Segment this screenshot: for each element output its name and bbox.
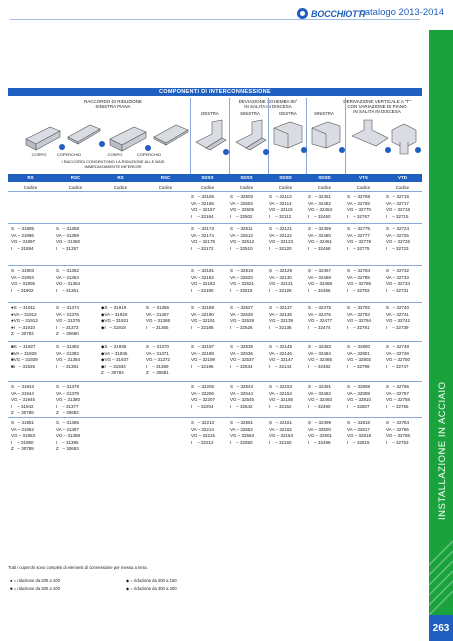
code-entry: I – 32807 — [347, 403, 370, 409]
code-entry: VG – 32778 — [347, 239, 372, 245]
code-entry: VG – 32115 — [269, 207, 293, 213]
code-entry: VG – 32167 — [191, 207, 216, 213]
code-entry: I – 32160 — [269, 439, 292, 445]
code-entry: VA – 32536 — [230, 350, 253, 356]
code-entry: ■S – 31927 — [11, 344, 36, 349]
code-entry: I – 32120 — [269, 245, 292, 251]
code-entry: I – 31381 — [56, 363, 79, 369]
column-header: RSC — [70, 175, 81, 180]
code-entry: VA – 32801 — [347, 350, 370, 356]
code-entry: VG – 31945 — [11, 397, 36, 403]
code-entry: ◆S – 31935 — [101, 344, 127, 349]
code-entry: S – 32129 — [269, 268, 293, 273]
code-entry: VG – 32139 — [269, 318, 294, 324]
code-entry: VA – 32544 — [230, 390, 253, 396]
code-entry: ◆VA – 31936 — [101, 350, 128, 356]
code-entry: Z – 30680 — [56, 331, 79, 337]
code-entry: I – 32731 — [386, 287, 409, 293]
code-entry: VG – 32505 — [230, 207, 255, 213]
code-entry: S – 32776 — [347, 226, 371, 231]
code-entry: VG – 32794 — [347, 318, 372, 324]
code-entry: VG – 31360 — [56, 239, 81, 245]
code-entry: I – 32196 — [191, 363, 214, 369]
code-entry: VG – 32726 — [386, 239, 411, 245]
legend-item: ◆ = riduzione da 300 a 200 — [126, 586, 177, 591]
code-entry: I – 32172 — [191, 245, 214, 251]
code-entry: VG – 31384 — [56, 357, 81, 363]
reducer-note: I RACCORDI CONSENTONO LA RIDUZIONE ALLE BASI IMMEDIATAMENTE INFERIORI — [61, 159, 165, 169]
sub-label-right: DESTRA — [201, 111, 219, 116]
code-entry: I – 32763 — [386, 439, 409, 445]
code-entry: I – 32715 — [386, 213, 409, 219]
code-entry: S – 32499 — [308, 420, 332, 425]
column-header: SDSS — [201, 175, 214, 180]
code-entry: VA – 32460 — [308, 232, 331, 238]
code-entry: I – 32534 — [230, 363, 253, 369]
code-entry: VA – 32452 — [308, 200, 331, 206]
code-entry: VG – 32537 — [230, 357, 255, 363]
code-entry: I – 32783 — [347, 287, 370, 293]
code-entry: S – 32800 — [347, 344, 371, 349]
caption-body: CORPO — [31, 152, 47, 157]
code-entry: S – 32483 — [308, 344, 332, 349]
codice-label: Codice — [239, 185, 254, 190]
codice-label: Codice — [68, 185, 83, 190]
code-entry: VG – 31388 — [56, 433, 81, 439]
code-entry: VA – 32174 — [191, 232, 214, 238]
code-entry: I – 32739 — [386, 324, 409, 330]
code-entry: ◆I – 31934 — [101, 363, 126, 369]
code-entry: ■VG – 31929 — [11, 357, 38, 363]
page-number: 263 — [429, 615, 453, 641]
code-entry: I – 32490 — [308, 403, 331, 409]
code-entry: I – 31902 — [11, 287, 34, 293]
code-entry: VA – 31371 — [146, 350, 169, 356]
code-entry: ◆VG – 31921 — [101, 318, 129, 324]
code-entry: VG – 32175 — [191, 239, 216, 245]
code-entry: I – 31942 — [11, 403, 34, 409]
code-entry: S – 31370 — [146, 344, 170, 349]
code-entry: S – 32792 — [347, 305, 371, 310]
code-entry: S – 32197 — [191, 344, 215, 349]
code-entry: I – 32458 — [308, 245, 331, 251]
code-entry: VA – 32733 — [386, 274, 409, 280]
code-entry: I – 32450 — [308, 213, 331, 219]
code-entry: VA – 32146 — [269, 350, 292, 356]
code-entry: S – 32113 — [269, 194, 292, 199]
code-entry: S – 32764 — [386, 420, 410, 425]
code-entry: S – 31378 — [56, 384, 80, 389]
group-title-reduction: RACCORDO DI RIDUZIONE SINISTRA PIANA — [83, 99, 142, 110]
code-entry: VG – 32163 — [269, 433, 294, 439]
code-entry: VG – 32742 — [386, 318, 411, 324]
code-entry: S – 32768 — [347, 194, 371, 199]
code-entry: S – 31374 — [56, 305, 80, 310]
code-entry: VG – 32553 — [230, 433, 255, 439]
code-entry: I – 31365 — [146, 324, 169, 330]
code-entry: I – 32510 — [230, 245, 253, 251]
code-entry: VA – 32138 — [269, 311, 292, 317]
catalog-title: catalogo 2013-2014 — [360, 7, 444, 18]
code-entry: VG – 31380 — [56, 397, 81, 403]
code-entry: VG – 31897 — [11, 239, 36, 245]
code-entry: VA – 32492 — [308, 390, 331, 396]
code-entry: VA – 31952 — [11, 426, 34, 432]
code-entry: VG – 32521 — [230, 281, 255, 287]
code-entry: I – 32550 — [230, 439, 253, 445]
code-entry: VG – 32131 — [269, 281, 294, 287]
code-entry: I – 32755 — [386, 403, 409, 409]
code-entry: S – 32121 — [269, 226, 293, 231]
code-entry: I – 31361 — [56, 287, 79, 293]
code-entry: VA – 32162 — [269, 426, 292, 432]
code-entry: I – 32136 — [269, 324, 292, 330]
code-entry: S – 32740 — [386, 305, 410, 310]
code-entry: S – 32491 — [308, 384, 332, 389]
group-title-vertical-tee: DERIVAZIONE VERTICALE A "T" CON VARIAZIONE DI PIANO IN SALITA IN DISCESA — [343, 99, 411, 115]
code-entry: VA – 32741 — [386, 311, 409, 317]
code-entry: VA – 31359 — [56, 232, 79, 238]
code-entry: I – 32144 — [269, 363, 292, 369]
code-entry: VG – 32469 — [308, 281, 333, 287]
code-entry: I – 31377 — [56, 403, 79, 409]
code-entry: S – 32511 — [230, 226, 253, 231]
code-entry: I – 32747 — [386, 363, 409, 369]
code-entry: I – 32204 — [191, 403, 214, 409]
code-entry: Z – 30788 — [11, 446, 34, 452]
code-entry: VA – 32198 — [191, 350, 214, 356]
code-entry: I – 32799 — [347, 363, 370, 369]
code-entry: VA – 32512 — [230, 232, 253, 238]
column-header: VTD — [398, 175, 407, 180]
code-entry: VA – 32114 — [269, 200, 292, 206]
code-entry: VG – 32215 — [191, 433, 216, 439]
code-entry: VG – 32758 — [386, 397, 411, 403]
code-entry: VG – 32147 — [269, 357, 294, 363]
code-entry: VA – 31896 — [11, 232, 34, 238]
brand-name: BOCCHIOTTI — [311, 8, 365, 19]
codice-label: Codice — [356, 185, 371, 190]
legend-item: ■ = riduzione da 300 a 100 — [10, 586, 60, 591]
code-entry: VA – 31904 — [11, 274, 34, 280]
code-entry: I – 31357 — [56, 245, 79, 251]
code-entry: VG – 31368 — [146, 318, 171, 324]
code-entry: VG – 32818 — [347, 433, 372, 439]
code-entry: ●VA – 31912 — [11, 311, 37, 317]
code-entry: I – 32775 — [347, 245, 370, 251]
code-entry: I – 32180 — [191, 287, 214, 293]
code-entry: VA – 32552 — [230, 426, 253, 432]
code-entry: S – 31386 — [56, 420, 80, 425]
section-divider — [8, 341, 422, 342]
caption-body: CORPO — [107, 152, 123, 157]
code-entry: S – 32165 — [191, 194, 215, 199]
code-entry: VG – 31376 — [56, 318, 81, 324]
code-entry: ●S – 31911 — [11, 305, 36, 310]
code-entry: S – 32732 — [386, 268, 410, 273]
code-entry: S – 32451 — [308, 194, 332, 199]
code-entry: VG – 32477 — [308, 318, 333, 324]
code-entry: VA – 32190 — [191, 311, 214, 317]
code-entry: VA – 32166 — [191, 200, 214, 206]
code-entry: I – 32164 — [191, 213, 214, 219]
column-header: RSC — [160, 175, 171, 180]
code-entry: VG – 31364 — [56, 281, 81, 287]
codice-label: Codice — [200, 185, 215, 190]
codice-label: Codice — [23, 185, 38, 190]
code-entry: VG – 32770 — [347, 207, 372, 213]
section-divider — [8, 417, 422, 418]
code-entry: I – 31369 — [146, 363, 169, 369]
code-entry: VA – 32793 — [347, 311, 370, 317]
code-entry: S – 32543 — [230, 384, 254, 389]
code-entry: S – 32213 — [191, 420, 215, 425]
code-entry: Z – 30682 — [56, 410, 79, 416]
code-entry: I – 32767 — [347, 213, 370, 219]
column-header: SDSD — [318, 175, 331, 180]
code-entry: S – 31951 — [11, 420, 35, 425]
code-entry: VA – 31944 — [11, 390, 34, 396]
code-entry: S – 32756 — [386, 384, 410, 389]
code-entry: VG – 32199 — [191, 357, 216, 363]
code-entry: S – 31358 — [56, 226, 80, 231]
section-divider — [8, 265, 422, 266]
section-divider — [8, 302, 422, 303]
code-entry: ◆I – 31918 — [101, 324, 126, 330]
code-entry: VA – 32757 — [386, 390, 409, 396]
code-entry: ◆S – 31919 — [101, 305, 127, 310]
code-entry: I – 32482 — [308, 363, 331, 369]
code-entry: VA – 32476 — [308, 311, 331, 317]
code-entry: VA – 32500 — [308, 426, 331, 432]
code-entry: VA – 32182 — [191, 274, 214, 280]
code-entry: I – 32474 — [308, 324, 331, 330]
code-entry: VG – 32734 — [386, 281, 411, 287]
code-entry: S – 32173 — [191, 226, 215, 231]
code-entry: I – 32542 — [230, 403, 253, 409]
code-entry: VA – 32809 — [347, 390, 370, 396]
code-entry: S – 32181 — [191, 268, 215, 273]
code-entry: S – 32161 — [269, 420, 293, 425]
column-header: SDSS — [240, 175, 253, 180]
code-entry: I – 32212 — [191, 439, 214, 445]
code-entry: ◆VG – 31937 — [101, 357, 129, 363]
section-divider — [8, 381, 422, 382]
code-entry: VA – 32717 — [386, 200, 409, 206]
code-entry: I – 32518 — [230, 287, 253, 293]
legend-item: ● = riduzione da 200 a 100 — [10, 578, 60, 583]
code-entry: VA – 32154 — [269, 390, 292, 396]
column-header: RS — [117, 175, 124, 180]
code-entry: VG – 32155 — [269, 397, 294, 403]
code-entry: VA – 32817 — [347, 426, 370, 432]
code-entry: I – 32526 — [230, 324, 253, 330]
code-entry: VG – 32485 — [308, 357, 333, 363]
code-entry: I – 31385 — [56, 439, 79, 445]
code-entry: VA – 32122 — [269, 232, 292, 238]
code-entry: VA – 32528 — [230, 311, 253, 317]
code-entry: S – 31382 — [56, 344, 80, 349]
code-entry: VG – 32766 — [386, 433, 411, 439]
side-tab-label: INSTALLAZIONE IN ACCIAIO — [437, 381, 448, 520]
code-entry: VG – 32513 — [230, 239, 255, 245]
code-entry: VA – 32484 — [308, 350, 331, 356]
caption-cover: COPERCHIO — [56, 152, 82, 157]
codice-label: Codice — [317, 185, 332, 190]
brand-logo-icon — [297, 8, 308, 19]
code-entry: VA – 31387 — [56, 426, 79, 432]
code-entry: VG – 31905 — [11, 281, 36, 287]
reducer-illustrations — [22, 117, 192, 153]
code-entry: VA – 31383 — [56, 350, 79, 356]
column-header: RS — [27, 175, 34, 180]
code-entry: VG – 32786 — [347, 281, 372, 287]
code-entry: S – 32816 — [347, 420, 371, 425]
code-entry: VG – 32750 — [386, 357, 411, 363]
page-header — [0, 0, 453, 26]
code-entry: S – 32503 — [230, 194, 254, 199]
column-header: SDSD — [279, 175, 292, 180]
code-entry: VA – 32769 — [347, 200, 370, 206]
codice-label: Codice — [113, 185, 128, 190]
footer-note: Tutti i coperchi sono completi di elementi di connessione per messa a terra. — [8, 565, 148, 570]
code-entry: VG – 32501 — [308, 433, 333, 439]
code-entry: I – 31373 — [56, 324, 79, 330]
code-entry: I – 31894 — [11, 245, 34, 251]
codice-label: Codice — [278, 185, 293, 190]
code-entry: VG – 32461 — [308, 239, 333, 245]
code-entry: S – 31943 — [11, 384, 35, 389]
codice-label: Codice — [395, 185, 410, 190]
legend-item: ◆ = riduzione da 200 a 150 — [126, 578, 177, 583]
code-entry: S – 32475 — [308, 305, 332, 310]
code-entry: S – 31903 — [11, 268, 35, 273]
code-entry: Z – 30786 — [11, 410, 34, 416]
code-entry: I – 32466 — [308, 287, 331, 293]
code-entry: Z – 30782 — [11, 331, 34, 337]
code-entry: S – 32467 — [308, 268, 332, 273]
caption-cover: COPERCHIO — [136, 152, 162, 157]
code-entry: VA – 32468 — [308, 274, 331, 280]
code-entry: S – 32519 — [230, 268, 254, 273]
code-entry: I – 32791 — [347, 324, 370, 330]
codice-label: Codice — [158, 185, 173, 190]
code-entry: I – 31950 — [11, 439, 34, 445]
code-entry: ■VA – 31928 — [11, 350, 37, 356]
code-entry: I – 32188 — [191, 324, 214, 330]
code-entry: VG – 32123 — [269, 239, 294, 245]
code-entry: S – 31362 — [56, 268, 80, 273]
code-entry: S – 32808 — [347, 384, 371, 389]
code-entry: VG – 32453 — [308, 207, 333, 213]
code-entry: I – 32112 — [269, 213, 292, 219]
code-entry: VG – 32718 — [386, 207, 411, 213]
code-entry: S – 32145 — [269, 344, 293, 349]
section-divider — [8, 223, 422, 224]
code-entry: S – 32153 — [269, 384, 293, 389]
code-entry: VG – 32207 — [191, 397, 216, 403]
column-header: VTS — [359, 175, 368, 180]
group-title-skew-deviation: DEVIAZIONE SGHEMBA 90° IN SALITA IN DISCESA — [238, 99, 298, 110]
code-entry: VG – 32810 — [347, 397, 372, 403]
code-entry: S – 32748 — [386, 344, 410, 349]
code-entry: VA – 31363 — [56, 274, 79, 280]
code-entry: VA – 32765 — [386, 426, 409, 432]
code-entry: ●VG – 31913 — [11, 318, 38, 324]
code-entry: I – 32152 — [269, 403, 292, 409]
code-entry: VG – 31953 — [11, 433, 36, 439]
section-divider — [8, 191, 422, 192]
code-entry: VG – 32191 — [191, 318, 216, 324]
code-entry: S – 32459 — [308, 226, 332, 231]
code-entry: VA – 32777 — [347, 232, 370, 238]
code-entry: S – 32724 — [386, 226, 410, 231]
code-entry: S – 32527 — [230, 305, 254, 310]
code-entry: I – 32498 — [308, 439, 331, 445]
code-entry: S – 32205 — [191, 384, 215, 389]
brand-logo — [297, 7, 365, 20]
code-entry: I – 32128 — [269, 287, 292, 293]
code-entry: VG – 32183 — [191, 281, 216, 287]
code-entry: Z – 30681 — [146, 370, 169, 376]
code-entry: VA – 32214 — [191, 426, 214, 432]
code-entry: VA – 32725 — [386, 232, 409, 238]
code-entry: VG – 32802 — [347, 357, 372, 363]
code-entry: VG – 32545 — [230, 397, 255, 403]
code-entry: I – 32815 — [347, 439, 370, 445]
code-entry: Z – 30683 — [56, 446, 79, 452]
code-entry: I – 32723 — [386, 245, 409, 251]
code-entry: S – 32551 — [230, 420, 254, 425]
code-entry: S – 32716 — [386, 194, 410, 199]
code-entry: VA – 32130 — [269, 274, 292, 280]
code-entry: VG – 32493 — [308, 397, 333, 403]
code-entry: VA – 31375 — [56, 311, 79, 317]
code-entry: S – 32137 — [269, 305, 293, 310]
code-entry: VA – 32504 — [230, 200, 253, 206]
sub-label-left: SINISTRA — [240, 111, 260, 116]
code-entry: S – 31895 — [11, 226, 35, 231]
code-entry: I – 32502 — [230, 213, 253, 219]
code-entry: VA – 31379 — [56, 390, 79, 396]
code-entry: VA – 32206 — [191, 390, 214, 396]
sub-label-left: SINISTRA — [314, 111, 334, 116]
code-entry: VA – 32785 — [347, 274, 370, 280]
code-entry: S – 32535 — [230, 344, 254, 349]
code-entry: VA – 32749 — [386, 350, 409, 356]
code-entry: VG – 31372 — [146, 357, 171, 363]
code-entry: ●I – 31910 — [11, 324, 35, 330]
code-entry: VA – 31367 — [146, 311, 169, 317]
column-header-row — [8, 174, 422, 182]
code-entry: S – 32189 — [191, 305, 215, 310]
code-entry: S – 31366 — [146, 305, 170, 310]
sub-label-right: DESTRA — [279, 111, 297, 116]
fitting-illustrations — [192, 118, 422, 160]
code-entry: ◆VA – 31920 — [101, 311, 128, 317]
section-title-band: COMPONENTI DI INTERCONNESSIONE — [8, 88, 422, 96]
code-entry: VG – 32529 — [230, 318, 255, 324]
code-entry: ■I – 31926 — [11, 363, 35, 369]
code-entry: S – 32784 — [347, 268, 371, 273]
code-entry: VA – 32520 — [230, 274, 253, 280]
code-entry: Z – 30784 — [101, 370, 124, 376]
